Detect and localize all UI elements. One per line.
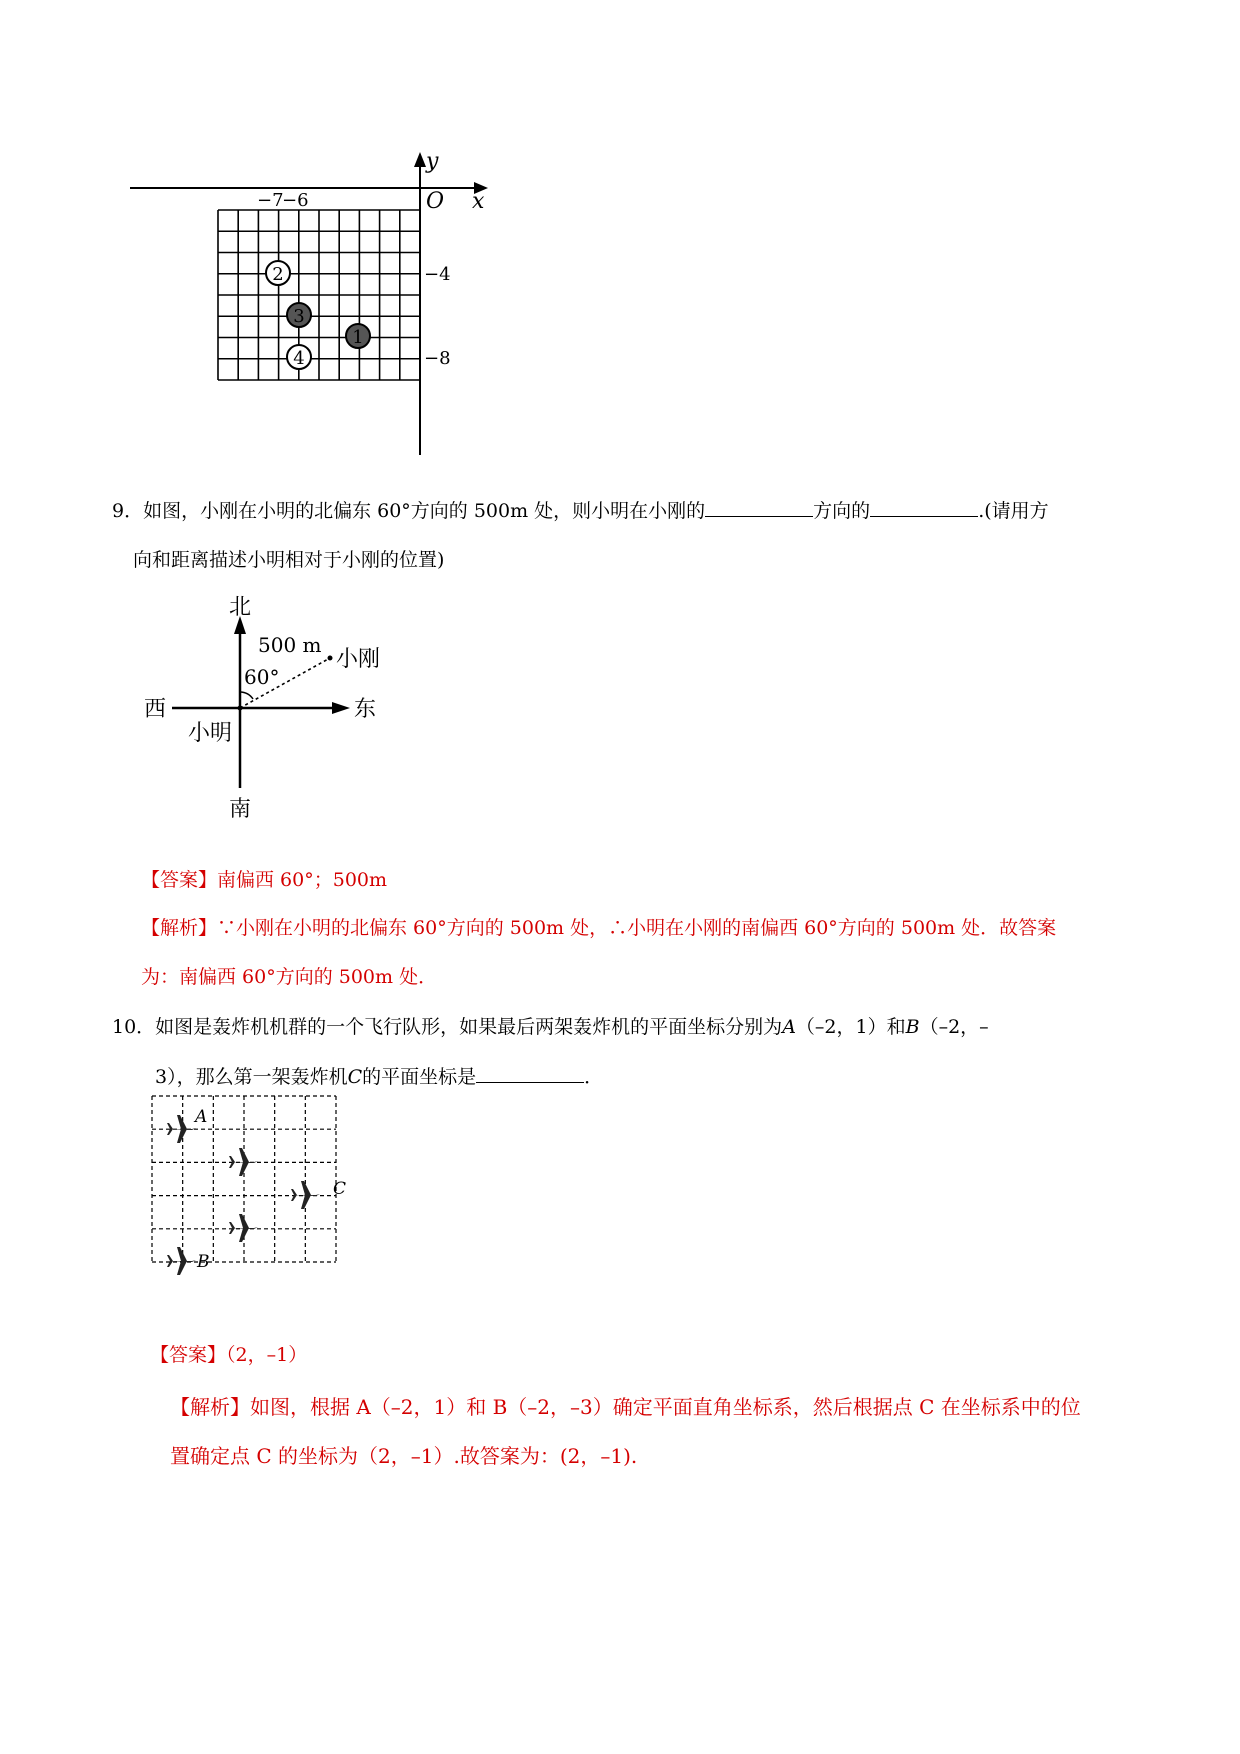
y-tick-minus4: −4 <box>424 264 451 285</box>
q9-analysis-line2: 为：南偏西 60°方向的 500m 处． <box>141 966 438 988</box>
q10-analysis-line2: 置确定点 C 的坐标为（2，–1）.故答案为：(2，–1). <box>170 1444 638 1468</box>
svg-text:1: 1 <box>352 327 364 348</box>
q9-text-line1: 9．如图，小刚在小明的北偏东 60°方向的 500m 处，则小明在小刚的 方向的 .(请用方 <box>112 496 1049 526</box>
plane-icon <box>291 1181 320 1209</box>
label-distance: 500 m <box>258 633 322 657</box>
plane-icon <box>229 1148 258 1176</box>
q10-analysis-line1: 【解析】如图，根据 A（–2，1）和 B（–2，–3）确定平面直角坐标系，然后根据点 C 在坐标系中的位 <box>170 1395 1081 1419</box>
plane-icon <box>167 1247 196 1275</box>
q10-blank-answer[interactable] <box>476 1062 584 1083</box>
label-east: 东 <box>354 697 377 722</box>
marker-4 <box>287 345 311 369</box>
plane-label-b: B <box>197 1252 210 1272</box>
label-xiaogang: 小刚 <box>336 647 381 672</box>
axis-y-label: y <box>426 150 439 174</box>
q9-analysis-line1: 【解析】∵小刚在小明的北偏东 60°方向的 500m 处，∴小明在小刚的南偏西 60°方向的 500m 处．故答案 <box>141 917 1057 939</box>
q9-answer: 【答案】南偏西 60°；500m <box>141 869 388 891</box>
q10-answer: 【答案】（2，–1） <box>150 1344 308 1366</box>
q10-text-line1: 10．如图是轰炸机机群的一个飞行队形，如果最后两架轰炸机的平面坐标分别为A（–2，1）和B（–2，– <box>112 1016 989 1038</box>
marker-1 <box>346 324 370 348</box>
label-xiaoming: 小明 <box>188 721 233 746</box>
marker-2 <box>266 261 290 285</box>
label-west: 西 <box>144 697 167 722</box>
plane-icon <box>229 1214 258 1242</box>
label-south: 南 <box>229 797 252 822</box>
label-angle: 60° <box>244 665 280 689</box>
x-tick-minus7: −7 <box>257 190 284 211</box>
plane-icon <box>167 1115 196 1143</box>
q9-blank-direction[interactable] <box>705 496 813 517</box>
q10-text-line2: 3），那么第一架轰炸机C的平面坐标是 ． <box>155 1062 603 1092</box>
svg-text:4: 4 <box>293 348 305 369</box>
y-tick-minus8: −8 <box>424 348 451 369</box>
x-tick-minus6: −6 <box>282 190 309 211</box>
grid-coordinate-figure <box>120 150 560 470</box>
direction-diagram <box>140 588 410 828</box>
q9-blank-distance[interactable] <box>870 496 978 517</box>
q9-text-line2: 向和距离描述小明相对于小刚的位置) <box>133 549 445 571</box>
label-north: 北 <box>229 595 252 620</box>
plane-label-a: A <box>195 1107 208 1127</box>
plane-label-c: C <box>333 1179 347 1199</box>
bomber-formation-figure <box>150 1094 380 1304</box>
svg-text:3: 3 <box>293 306 305 327</box>
axis-x-label: x <box>472 189 485 214</box>
svg-text:2: 2 <box>272 264 284 285</box>
marker-3 <box>287 303 311 327</box>
origin-label: O <box>426 189 445 214</box>
